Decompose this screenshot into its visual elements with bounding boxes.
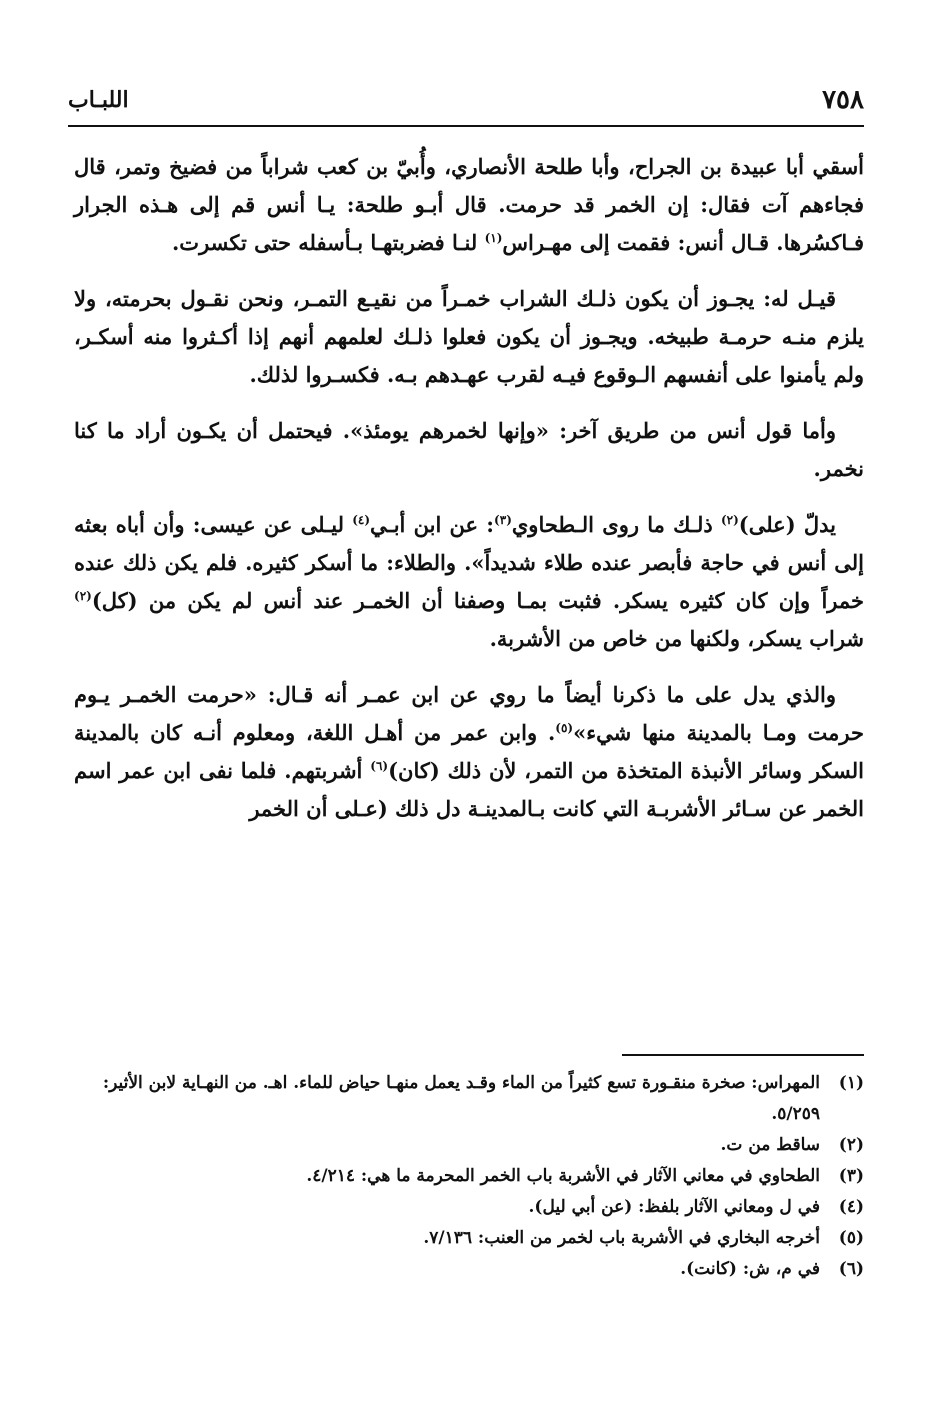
paragraph-5 xyxy=(74,676,864,828)
footnote-number: (٤) xyxy=(838,1197,864,1217)
footnote-marker: (٤) xyxy=(352,513,371,527)
footnote-divider xyxy=(622,1054,864,1056)
footnote-item xyxy=(74,1130,864,1161)
footnote-number: (٣) xyxy=(838,1166,864,1186)
footnote-marker: (٢) xyxy=(74,589,92,603)
paragraph-4 xyxy=(74,506,864,658)
paragraph-text: : عن ابن أبـي xyxy=(370,512,495,537)
paragraph-text: ليـلى عن عيسى: وأن أباه بعثه إلى أنس في حاجة فأبصر عنده طلاء شديداً». والطلاء: ما أسكر كثيره. فلم يكن ذلك عنده خمراً وإن كان كثيره يسكر. فثبت بمـا وصفنا أن الخمـر عند أنس لم يكن من (كل) xyxy=(74,512,864,613)
paragraph-1 xyxy=(74,148,864,262)
footnote-text: المهراس: صخرة منقـورة تسع كثيراً من الماء وقـد يعمل منهـا حياض للماء. اهـ. من النهـاية لابن الأثير: ٥/٢٥٩. xyxy=(102,1073,820,1124)
footnote-text: الطحاوي في معاني الآثار في الأشربة باب الخمر المحرمة ما هي: ٤/٢١٤. xyxy=(306,1166,820,1186)
footnote-number: (٥) xyxy=(838,1228,864,1248)
paragraph-text: يدلّ (على) xyxy=(738,512,837,537)
main-text xyxy=(74,148,864,846)
page-number: ٧٥٨ xyxy=(822,85,864,115)
footnotes xyxy=(74,1068,864,1285)
footnote-text: في م، ش: (كانت). xyxy=(680,1259,820,1279)
footnote-marker: (٥) xyxy=(555,721,574,735)
footnote-text: أخرجه البخاري في الأشربة باب لخمر من العنب: ٧/١٣٦. xyxy=(423,1228,820,1248)
footnote-text: في ل ومعاني الآثار بلفظ: (عن أبي ليل). xyxy=(528,1197,820,1217)
paragraph-text: أشربتهم. فلما نفى ابن عمر اسم الخمر عن سـائر الأشربـة التي كانت بـالمدينـة دل ذلك (عـلى أن الخمر xyxy=(74,758,864,821)
running-title: اللبـاب xyxy=(68,87,129,113)
footnote-number: (١) xyxy=(838,1073,864,1093)
paragraph-text: والذي يدل على ما ذكرنا أيضاً ما روي عن ابن عمـر أنه قـال: «حرمت الخمـر يـوم حرمت ومـا بالمدينة منها شيء» xyxy=(74,682,864,745)
paragraph-text: لنـا فضربتهـا بـأسفله حتى تكسرت. xyxy=(171,230,485,255)
footnote-number: (٦) xyxy=(838,1259,864,1279)
footnote-marker: (١) xyxy=(484,231,503,245)
header-divider xyxy=(68,125,864,127)
footnote-text: ساقط من ت. xyxy=(720,1135,820,1155)
footnote-marker: (٢) xyxy=(720,513,739,527)
footnote-marker: (٦) xyxy=(370,759,389,773)
footnote-item xyxy=(74,1161,864,1192)
footnote-item xyxy=(74,1068,864,1130)
page-header xyxy=(68,84,864,122)
paragraph-text: شراب يسكر، ولكنها من خاص من الأشربة. xyxy=(489,626,864,651)
paragraph-text: وأما قول أنس من طريق آخر: «وإنها لخمرهم يومئذ». فيحتمل أن يكـون أراد ما كنا نخمر. xyxy=(74,418,864,481)
footnote-item xyxy=(74,1254,864,1285)
footnote-number: (٢) xyxy=(838,1135,864,1155)
paragraph-text: أسقي أبا عبيدة بن الجراح، وأبا طلحة الأنصاري، وأُبيّ بن كعب شراباً من فضيخ وتمر، قال فجاءهم آت فقال: إن الخمر قد حرمت. قال أبـو طلحة: يـا أنس قم إلى هـذه الجرار فـاكسُرها. قـال أنس: فقمت إلى مهـراس xyxy=(74,154,864,255)
footnote-item xyxy=(74,1223,864,1254)
footnote-item xyxy=(74,1192,864,1223)
paragraph-text: قيـل له: يجـوز أن يكون ذلـك الشراب خمـراً من نقيـع التمـر، ونحن نقـول بحرمته، ولا يلزم منـه حرمـة طبيخه. ويجـوز أن يكون فعلوا ذلـك لعلمهم أنهم إذا أكـثروا منه أسكـر، ولم يأمنوا على أنفسهم الـوقوع فيـه لقرب عهـدهم بـه. فكسـروا لذلك. xyxy=(74,286,864,387)
paragraph-3 xyxy=(74,412,864,488)
footnote-marker: (٣) xyxy=(494,513,512,527)
paragraph-2 xyxy=(74,280,864,394)
paragraph-text: ذلـك ما روى الـطحاوي xyxy=(511,512,721,537)
paragraph-text: . وابن عمر من أهـل اللغة، ومعلوم أنـه كان بالمدينة السكر وسائر الأنبذة المتخذة من التمر، لأن ذلك (كان) xyxy=(74,720,864,783)
